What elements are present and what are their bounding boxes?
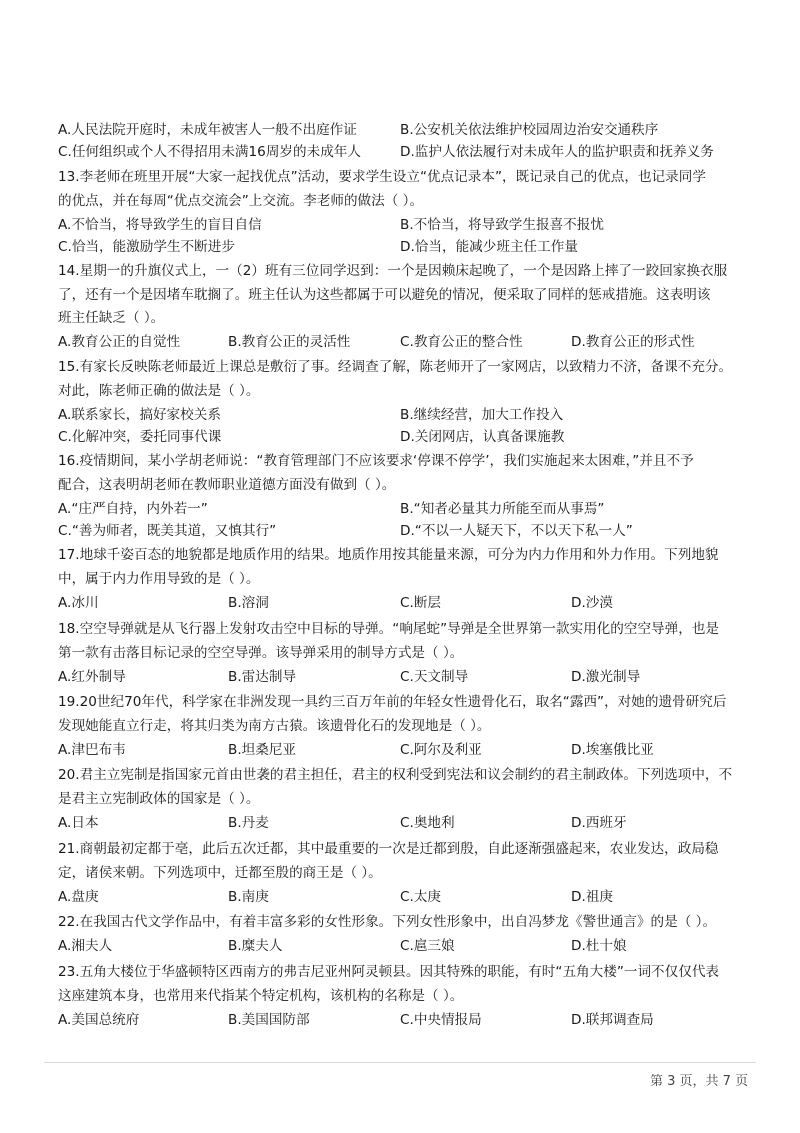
- option-d: D.恰当，能减少班主任工作量: [400, 239, 578, 255]
- question-text: 21.商朝最初定都于亳，此后五次迁都，其中最重要的一次是迁都到殷，自此逐渐强盛起来，农业发达，政局稳: [58, 841, 719, 857]
- question-text: 了，还有一个是因堵车耽搁了。班主任认为这些都属于可以避免的情况，便采取了同样的惩戒措施。这表明该: [58, 287, 711, 303]
- option-d: D.激光制导: [571, 669, 641, 685]
- option-a: A.冰川: [58, 595, 99, 611]
- option-a: A.联系家长，搞好家校关系: [58, 407, 221, 423]
- question-text: 22.在我国古代文学作品中，有着丰富多彩的女性形象。下列女性形象中，出自冯梦龙《警世通言》的是（ ）。: [58, 914, 717, 930]
- question-text: 这座建筑本身，也常用来代指某个特定机构，该机构的名称是（ ）。: [58, 988, 464, 1004]
- option-a: A.红外制导: [58, 669, 126, 685]
- question-text: 对此，陈老师正确的做法是（ ）。: [58, 383, 260, 399]
- question-text: 18.空空导弹就是从飞行器上发射攻击空中目标的导弹。“响尾蛇”导弹是全世界第一款实用化的空空导弹，也是: [58, 621, 720, 637]
- option-c: C.阿尔及利亚: [400, 742, 482, 758]
- option-b: B.糜夫人: [228, 938, 283, 954]
- option-b: B.雷达制导: [228, 669, 297, 685]
- option-a: A.美国总统府: [58, 1012, 140, 1028]
- option-d: D.西班牙: [571, 815, 627, 831]
- option-d: D.杜十娘: [571, 938, 627, 954]
- option-c: C.“善为师者，既美其道，又慎其行”: [58, 523, 277, 539]
- question-text: 17.地球千姿百态的地貌都是地质作用的结果。地质作用按其能量来源，可分为内力作用和外力作用。下列地貌: [58, 547, 719, 563]
- question-text: 配合，这表明胡老师在教师职业道德方面没有做到（ ）。: [58, 477, 396, 493]
- option-a: A.“庄严自持，内外若一”: [58, 501, 208, 517]
- option-b: B.公安机关依法维护校园周边治安交通秩序: [400, 122, 659, 138]
- option-c: C.中央情报局: [400, 1012, 482, 1028]
- question-text: 第一款有击落目标记录的空空导弹。该导弹采用的制导方式是（ ）。: [58, 645, 464, 661]
- question-text: 14.星期一的升旗仪式上，一（2）班有三位同学迟到：一个是因赖床起晚了，一个是因路上摔了一跤回家换衣服: [58, 263, 728, 279]
- option-a: A.人民法院开庭时，未成年被害人一般不出庭作证: [58, 122, 357, 138]
- option-d: D.联邦调查局: [571, 1012, 654, 1028]
- option-d: D.监护人依法履行对未成年人的监护职责和抚养义务: [400, 144, 714, 160]
- question-text: 13.李老师在班里开展“大家一起找优点”活动，要求学生设立“优点记录本”，既记录自己的优点，也记录同学: [58, 169, 706, 185]
- option-c: C.化解冲突，委托同事代课: [58, 429, 222, 445]
- question-text: 的优点，并在每周“优点交流会”上交流。李老师的做法（ ）。: [58, 193, 424, 209]
- option-c: C.任何组织或个人不得招用未满16周岁的未成年人: [58, 144, 361, 160]
- option-b: B.丹麦: [228, 815, 269, 831]
- option-d: D.教育公正的形式性: [571, 334, 695, 350]
- question-text: 15.有家长反映陈老师最近上课总是敷衍了事。经调查了解，陈老师开了一家网店，以致精力不济，备课不充分。: [58, 359, 733, 375]
- question-text: 中，属于内力作用导致的是（ ）。: [58, 571, 260, 587]
- option-a: A.不恰当，将导致学生的盲目自信: [58, 217, 262, 233]
- option-b: B.继续经营，加大工作投入: [400, 407, 564, 423]
- option-b: B.教育公正的灵活性: [228, 334, 351, 350]
- option-b: B.“知者必量其力所能至而从事焉”: [400, 501, 605, 517]
- option-d: D.沙漠: [571, 595, 613, 611]
- page-number: 第 3 页，共 7 页: [650, 1074, 749, 1089]
- option-c: C.天文制导: [400, 669, 469, 685]
- option-a: A.日本: [58, 815, 99, 831]
- option-b: B.坦桑尼亚: [228, 742, 297, 758]
- option-a: A.盘庚: [58, 889, 99, 905]
- option-a: A.教育公正的自觉性: [58, 334, 181, 350]
- option-d: D.埃塞俄比亚: [571, 742, 654, 758]
- option-c: C.断层: [400, 595, 442, 611]
- option-a: A.湘夫人: [58, 938, 113, 954]
- option-b: B.溶洞: [228, 595, 269, 611]
- option-b: B.不恰当，将导致学生报喜不报忧: [400, 217, 604, 233]
- question-text: 发现她能直立行走，将其归类为南方古猿。该遗骨化石的发现地是（ ）。: [58, 718, 491, 734]
- question-text: 是君主立宪制政体的国家是（ ）。: [58, 791, 260, 807]
- option-c: C.扈三娘: [400, 938, 455, 954]
- option-a: A.津巴布韦: [58, 742, 126, 758]
- question-text: 班主任缺乏（ ）。: [58, 310, 165, 326]
- option-c: C.太庚: [400, 889, 442, 905]
- question-text: 23.五角大楼位于华盛顿特区西南方的弗吉尼亚州阿灵顿县。因其特殊的职能，有时“五角大楼”一词不仅仅代表: [58, 964, 720, 980]
- question-text: 19.20世纪70年代，科学家在非洲发现一具约三百万年前的年轻女性遗骨化石，取名“露西”，对她的遗骨研究后: [58, 694, 727, 710]
- option-d: D.“不以一人疑天下，不以天下私一人”: [400, 523, 633, 539]
- question-text: 16.疫情期间，某小学胡老师说：“教育管理部门不应该要求‘停课不停学’，我们实施起来太困难，”并且不予: [58, 453, 694, 469]
- option-c: C.教育公正的整合性: [400, 334, 523, 350]
- option-d: D.祖庚: [571, 889, 613, 905]
- option-b: B.南庚: [228, 889, 269, 905]
- question-text: 定，诸侯来朝。下列选项中，迁都至殷的商王是（ ）。: [58, 865, 382, 881]
- option-c: C.恰当，能激励学生不断进步: [58, 239, 235, 255]
- option-c: C.奥地利: [400, 815, 455, 831]
- option-d: D.关闭网店，认真备课施教: [400, 429, 565, 445]
- footer-divider: [44, 1062, 756, 1063]
- option-b: B.美国国防部: [228, 1012, 310, 1028]
- question-text: 20.君主立宪制是指国家元首由世袭的君主担任，君主的权利受到宪法和议会制约的君主制政体。下列选项中，不: [58, 767, 733, 783]
